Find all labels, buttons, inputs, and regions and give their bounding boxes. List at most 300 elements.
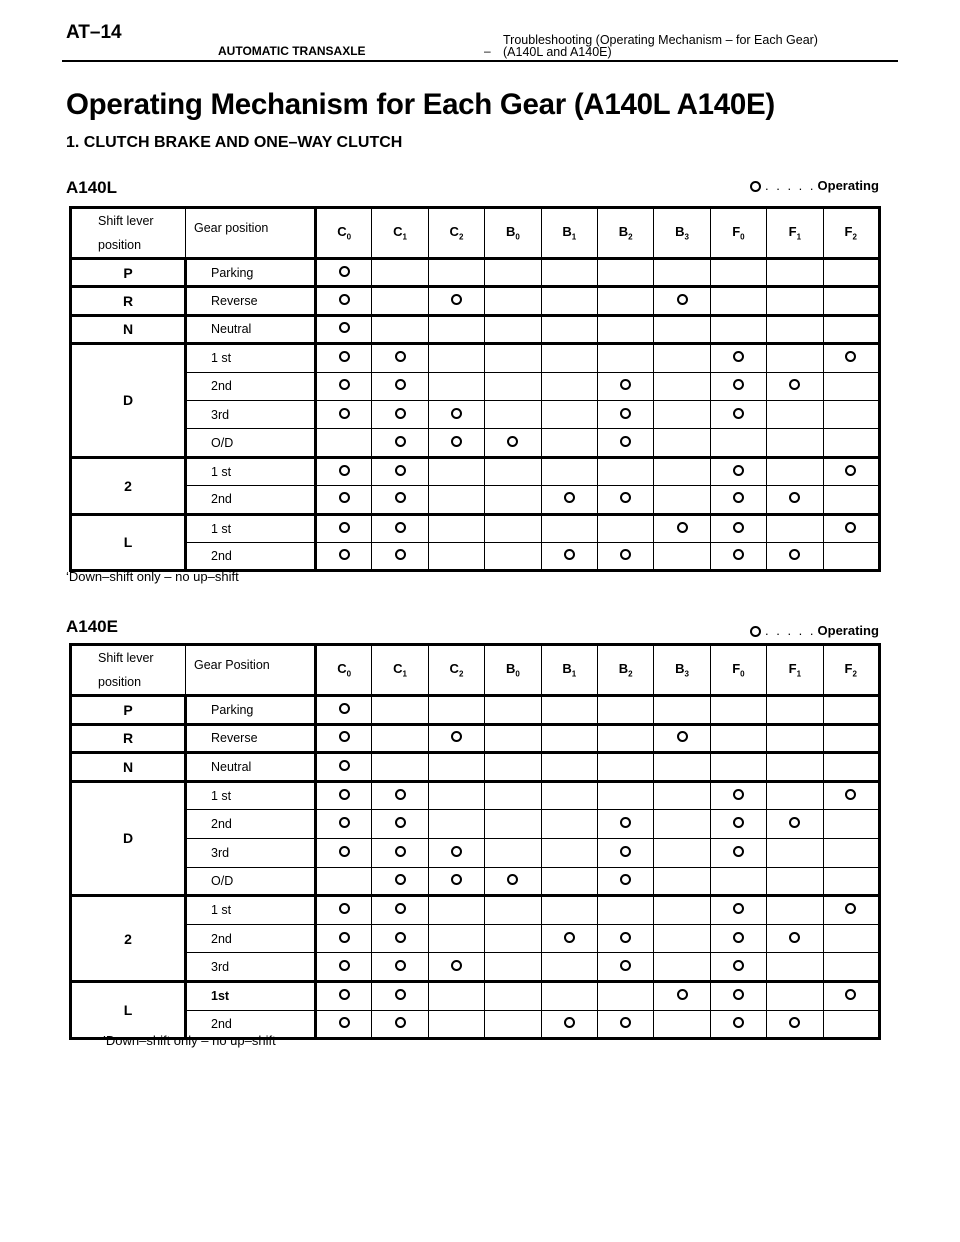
op-cell (485, 514, 541, 542)
gear-position: 2nd (186, 486, 316, 514)
op-cell (485, 287, 541, 315)
operating-circle-icon (339, 322, 350, 333)
op-cell (710, 400, 766, 428)
op-cell (654, 953, 710, 982)
op-cell (597, 372, 653, 400)
operating-circle-icon (789, 932, 800, 943)
element-letter: B (562, 661, 572, 677)
op-cell (541, 400, 597, 428)
operating-circle-icon (395, 379, 406, 390)
element-letter: C (393, 661, 403, 677)
op-cell (372, 486, 428, 514)
gear-position: Parking (186, 696, 316, 725)
op-cell (767, 781, 823, 810)
op-cell (485, 429, 541, 457)
op-cell (541, 429, 597, 457)
op-cell (597, 867, 653, 896)
op-cell (485, 457, 541, 485)
element-subscript: 0 (740, 232, 745, 242)
gear-position-header: Gear position (186, 208, 316, 259)
op-cell (316, 953, 372, 982)
gear-position: 2nd (186, 542, 316, 570)
operating-circle-icon (339, 960, 350, 971)
gear-position: 1 st (186, 514, 316, 542)
op-cell (823, 1010, 879, 1039)
op-cell (767, 400, 823, 428)
header-subtitle (503, 34, 818, 58)
footnote-a140l: ‘Down–shift only – no up–shift (66, 569, 239, 584)
operating-circle-icon (339, 408, 350, 419)
element-subscript: 3 (684, 232, 689, 242)
op-cell (485, 696, 541, 725)
shift-lever-header-line: Shift lever (98, 214, 154, 228)
operating-circle-icon (733, 903, 744, 914)
op-cell (372, 810, 428, 839)
page-code: AT–14 (66, 22, 122, 43)
element-subscript: 0 (515, 669, 520, 679)
operating-circle-icon (789, 817, 800, 828)
operating-circle-icon (395, 932, 406, 943)
op-cell (541, 315, 597, 343)
table-row (71, 457, 880, 485)
op-cell (710, 838, 766, 867)
op-cell (767, 1010, 823, 1039)
op-cell (823, 315, 879, 343)
operating-circle-icon (395, 960, 406, 971)
operating-circle-icon (395, 846, 406, 857)
shift-lever-l: L (71, 981, 186, 1038)
operating-circle-icon (845, 351, 856, 362)
element-header-c0 (316, 645, 372, 696)
element-subscript: 1 (402, 232, 407, 242)
table-row (71, 542, 880, 570)
element-letter: C (337, 661, 347, 677)
op-cell (485, 372, 541, 400)
op-cell (767, 867, 823, 896)
element-subscript: 1 (571, 232, 577, 242)
shift-lever-l: L (71, 514, 186, 571)
operating-circle-icon (451, 874, 462, 885)
shift-lever-p: P (71, 696, 186, 725)
operating-circle-icon (750, 181, 761, 192)
element-header-b3 (654, 208, 710, 259)
op-cell (541, 753, 597, 782)
operating-circle-icon (620, 408, 631, 419)
operating-circle-icon (451, 960, 462, 971)
operating-circle-icon (733, 817, 744, 828)
op-cell (597, 315, 653, 343)
op-cell (428, 457, 484, 485)
operating-circle-icon (339, 266, 350, 277)
operating-circle-icon (845, 789, 856, 800)
op-cell (316, 457, 372, 485)
operating-circle-icon (733, 1017, 744, 1028)
op-cell (428, 953, 484, 982)
operating-circle-icon (339, 522, 350, 533)
op-cell (372, 753, 428, 782)
op-cell (654, 696, 710, 725)
shift-lever-header-line: Shift lever (98, 651, 154, 665)
op-cell (823, 514, 879, 542)
op-cell (428, 486, 484, 514)
op-cell (428, 838, 484, 867)
op-cell (372, 1010, 428, 1039)
operating-circle-icon (733, 351, 744, 362)
operating-circle-icon (395, 789, 406, 800)
element-subscript: 1 (571, 669, 577, 679)
legend-dots: . . . . . (765, 623, 816, 638)
op-cell (597, 457, 653, 485)
operating-circle-icon (750, 626, 761, 637)
table-row (71, 867, 880, 896)
op-cell (485, 781, 541, 810)
element-letter: C (337, 224, 347, 240)
table-row (71, 344, 880, 372)
operating-circle-icon (451, 436, 462, 447)
op-cell (316, 724, 372, 753)
element-header-b1 (541, 645, 597, 696)
op-cell (316, 400, 372, 428)
op-cell (654, 753, 710, 782)
op-cell (597, 781, 653, 810)
op-cell (767, 753, 823, 782)
element-letter: B (675, 224, 685, 240)
op-cell (823, 953, 879, 982)
table-row (71, 429, 880, 457)
op-cell (428, 400, 484, 428)
element-header-f2 (823, 645, 879, 696)
op-cell (316, 781, 372, 810)
op-cell (541, 981, 597, 1010)
element-subscript: 0 (740, 669, 745, 679)
table-row (71, 924, 880, 953)
op-cell (541, 514, 597, 542)
op-cell (428, 287, 484, 315)
element-subscript: 0 (346, 669, 352, 679)
table-row (71, 981, 880, 1010)
op-cell (316, 514, 372, 542)
op-cell (485, 867, 541, 896)
op-cell (710, 781, 766, 810)
op-cell (316, 429, 372, 457)
element-subscript: 1 (796, 669, 802, 679)
op-cell (428, 372, 484, 400)
operating-circle-icon (620, 846, 631, 857)
op-cell (597, 696, 653, 725)
operating-circle-icon (733, 465, 744, 476)
op-cell (767, 344, 823, 372)
op-cell (428, 896, 484, 925)
op-cell (710, 259, 766, 287)
operating-circle-icon (339, 465, 350, 476)
op-cell (316, 696, 372, 725)
op-cell (597, 486, 653, 514)
operating-circle-icon (677, 294, 688, 305)
op-cell (372, 344, 428, 372)
op-cell (654, 315, 710, 343)
element-header-c1 (372, 208, 428, 259)
op-cell (541, 372, 597, 400)
op-cell (485, 315, 541, 343)
op-cell (710, 457, 766, 485)
page-title: Operating Mechanism for Each Gear (A140L A140E) (66, 88, 775, 121)
model-label-a140l: A140L (66, 178, 118, 197)
table-row (71, 724, 880, 753)
op-cell (823, 400, 879, 428)
op-cell (767, 514, 823, 542)
op-cell (316, 486, 372, 514)
operating-circle-icon (395, 549, 406, 560)
op-cell (316, 981, 372, 1010)
op-cell (767, 372, 823, 400)
op-cell (823, 344, 879, 372)
op-cell (767, 542, 823, 570)
op-cell (823, 867, 879, 896)
op-cell (485, 981, 541, 1010)
operating-circle-icon (789, 379, 800, 390)
element-header-c2 (428, 208, 484, 259)
op-cell (428, 344, 484, 372)
operating-circle-icon (339, 932, 350, 943)
op-cell (767, 429, 823, 457)
gear-position: 1 st (186, 896, 316, 925)
op-cell (541, 287, 597, 315)
operating-circle-icon (395, 436, 406, 447)
op-cell (823, 486, 879, 514)
op-cell (597, 1010, 653, 1039)
element-letter: B (505, 224, 516, 240)
op-cell (541, 457, 597, 485)
operating-circle-icon (451, 294, 462, 305)
op-cell (654, 400, 710, 428)
element-letter: B (618, 661, 629, 677)
table-row (71, 838, 880, 867)
op-cell (654, 1010, 710, 1039)
op-cell (710, 953, 766, 982)
element-letter: F (732, 661, 741, 677)
element-subscript: 2 (458, 232, 464, 242)
op-cell (316, 924, 372, 953)
element-letter: B (618, 224, 629, 240)
op-cell (710, 287, 766, 315)
op-cell (541, 867, 597, 896)
table-row (71, 810, 880, 839)
op-cell (541, 344, 597, 372)
op-cell (823, 981, 879, 1010)
op-cell (428, 867, 484, 896)
op-cell (428, 542, 484, 570)
gear-position: Reverse (186, 287, 316, 315)
op-cell (767, 724, 823, 753)
op-cell (654, 372, 710, 400)
operating-circle-icon (507, 436, 518, 447)
op-cell (541, 259, 597, 287)
op-cell (316, 259, 372, 287)
operating-circle-icon (339, 817, 350, 828)
operating-circle-icon (677, 522, 688, 533)
operating-circle-icon (339, 549, 350, 560)
operating-circle-icon (339, 1017, 350, 1028)
header-row (71, 208, 880, 259)
legend-label: Operating (817, 178, 879, 193)
op-cell (654, 896, 710, 925)
op-cell (372, 924, 428, 953)
op-cell (823, 810, 879, 839)
op-cell (654, 344, 710, 372)
element-letter: C (449, 224, 459, 240)
op-cell (316, 1010, 372, 1039)
op-cell (428, 1010, 484, 1039)
gear-position: 3rd (186, 838, 316, 867)
op-cell (428, 724, 484, 753)
legend-operating-2 (750, 623, 879, 638)
operating-circle-icon (507, 874, 518, 885)
op-cell (372, 259, 428, 287)
op-cell (597, 953, 653, 982)
element-subscript: 0 (515, 232, 520, 242)
op-cell (316, 753, 372, 782)
operating-circle-icon (339, 989, 350, 1000)
operating-circle-icon (395, 408, 406, 419)
op-cell (316, 867, 372, 896)
op-cell (372, 724, 428, 753)
table-row (71, 287, 880, 315)
table-row (71, 696, 880, 725)
operating-circle-icon (620, 932, 631, 943)
operating-circle-icon (845, 465, 856, 476)
op-cell (710, 1010, 766, 1039)
op-cell (767, 896, 823, 925)
op-cell (372, 287, 428, 315)
op-cell (710, 924, 766, 953)
op-cell (823, 696, 879, 725)
op-cell (654, 457, 710, 485)
op-cell (428, 259, 484, 287)
operating-circle-icon (395, 351, 406, 362)
op-cell (372, 429, 428, 457)
operating-circle-icon (620, 379, 631, 390)
section-name: AUTOMATIC TRANSAXLE (218, 44, 366, 58)
op-cell (541, 486, 597, 514)
op-cell (485, 953, 541, 982)
op-cell (767, 486, 823, 514)
op-cell (823, 372, 879, 400)
element-letter: F (844, 661, 853, 677)
op-cell (654, 981, 710, 1010)
operating-circle-icon (564, 549, 575, 560)
operating-circle-icon (395, 874, 406, 885)
op-cell (654, 429, 710, 457)
element-header-f0 (710, 208, 766, 259)
op-cell (372, 457, 428, 485)
operating-circle-icon (733, 379, 744, 390)
op-cell (485, 259, 541, 287)
operating-circle-icon (620, 436, 631, 447)
op-cell (823, 781, 879, 810)
op-cell (710, 981, 766, 1010)
op-cell (541, 781, 597, 810)
shift-lever-header (71, 645, 186, 696)
gear-position-header: Gear Position (186, 645, 316, 696)
op-cell (485, 1010, 541, 1039)
op-cell (823, 724, 879, 753)
op-cell (710, 753, 766, 782)
op-cell (316, 372, 372, 400)
operating-circle-icon (733, 789, 744, 800)
shift-lever-header (71, 208, 186, 259)
shift-lever-n: N (71, 753, 186, 782)
element-header-b2 (597, 208, 653, 259)
op-cell (372, 981, 428, 1010)
header-subtitle-line2: (A140L and A140E) (503, 45, 612, 59)
operating-circle-icon (620, 549, 631, 560)
gear-position: 2nd (186, 924, 316, 953)
operating-circle-icon (339, 351, 350, 362)
element-subscript: 2 (458, 669, 464, 679)
shift-lever-r: R (71, 724, 186, 753)
op-cell (541, 696, 597, 725)
gear-position: Reverse (186, 724, 316, 753)
gear-position: Neutral (186, 315, 316, 343)
op-cell (654, 542, 710, 570)
op-cell (597, 810, 653, 839)
op-cell (654, 724, 710, 753)
shift-lever-d: D (71, 781, 186, 895)
operating-circle-icon (677, 989, 688, 1000)
op-cell (767, 287, 823, 315)
table-row (71, 400, 880, 428)
op-cell (597, 896, 653, 925)
op-cell (597, 924, 653, 953)
op-cell (710, 542, 766, 570)
op-cell (710, 696, 766, 725)
header-separator: – (484, 44, 491, 58)
operating-circle-icon (620, 817, 631, 828)
op-cell (372, 953, 428, 982)
op-cell (654, 514, 710, 542)
footnote-a140e: ’Down–shift only – no up–shift (103, 1033, 276, 1048)
operating-circle-icon (395, 522, 406, 533)
shift-lever-d: D (71, 344, 186, 458)
table-row (71, 753, 880, 782)
op-cell (428, 315, 484, 343)
op-cell (372, 372, 428, 400)
op-cell (597, 429, 653, 457)
operating-circle-icon (620, 492, 631, 503)
op-cell (823, 429, 879, 457)
operating-circle-icon (451, 731, 462, 742)
operating-circle-icon (733, 492, 744, 503)
op-cell (597, 753, 653, 782)
operating-circle-icon (677, 731, 688, 742)
operating-circle-icon (789, 492, 800, 503)
operating-circle-icon (339, 703, 350, 714)
operating-circle-icon (339, 760, 350, 771)
gear-position: 2nd (186, 810, 316, 839)
element-letter: B (562, 224, 572, 240)
table-row (71, 953, 880, 982)
op-cell (485, 810, 541, 839)
op-cell (654, 867, 710, 896)
element-letter: B (505, 661, 516, 677)
op-cell (541, 924, 597, 953)
shift-lever-header-line: position (98, 238, 142, 252)
op-cell (428, 514, 484, 542)
gear-position: Neutral (186, 753, 316, 782)
model-label-a140e: A140E (66, 617, 118, 636)
op-cell (597, 838, 653, 867)
gear-position: 3rd (186, 953, 316, 982)
